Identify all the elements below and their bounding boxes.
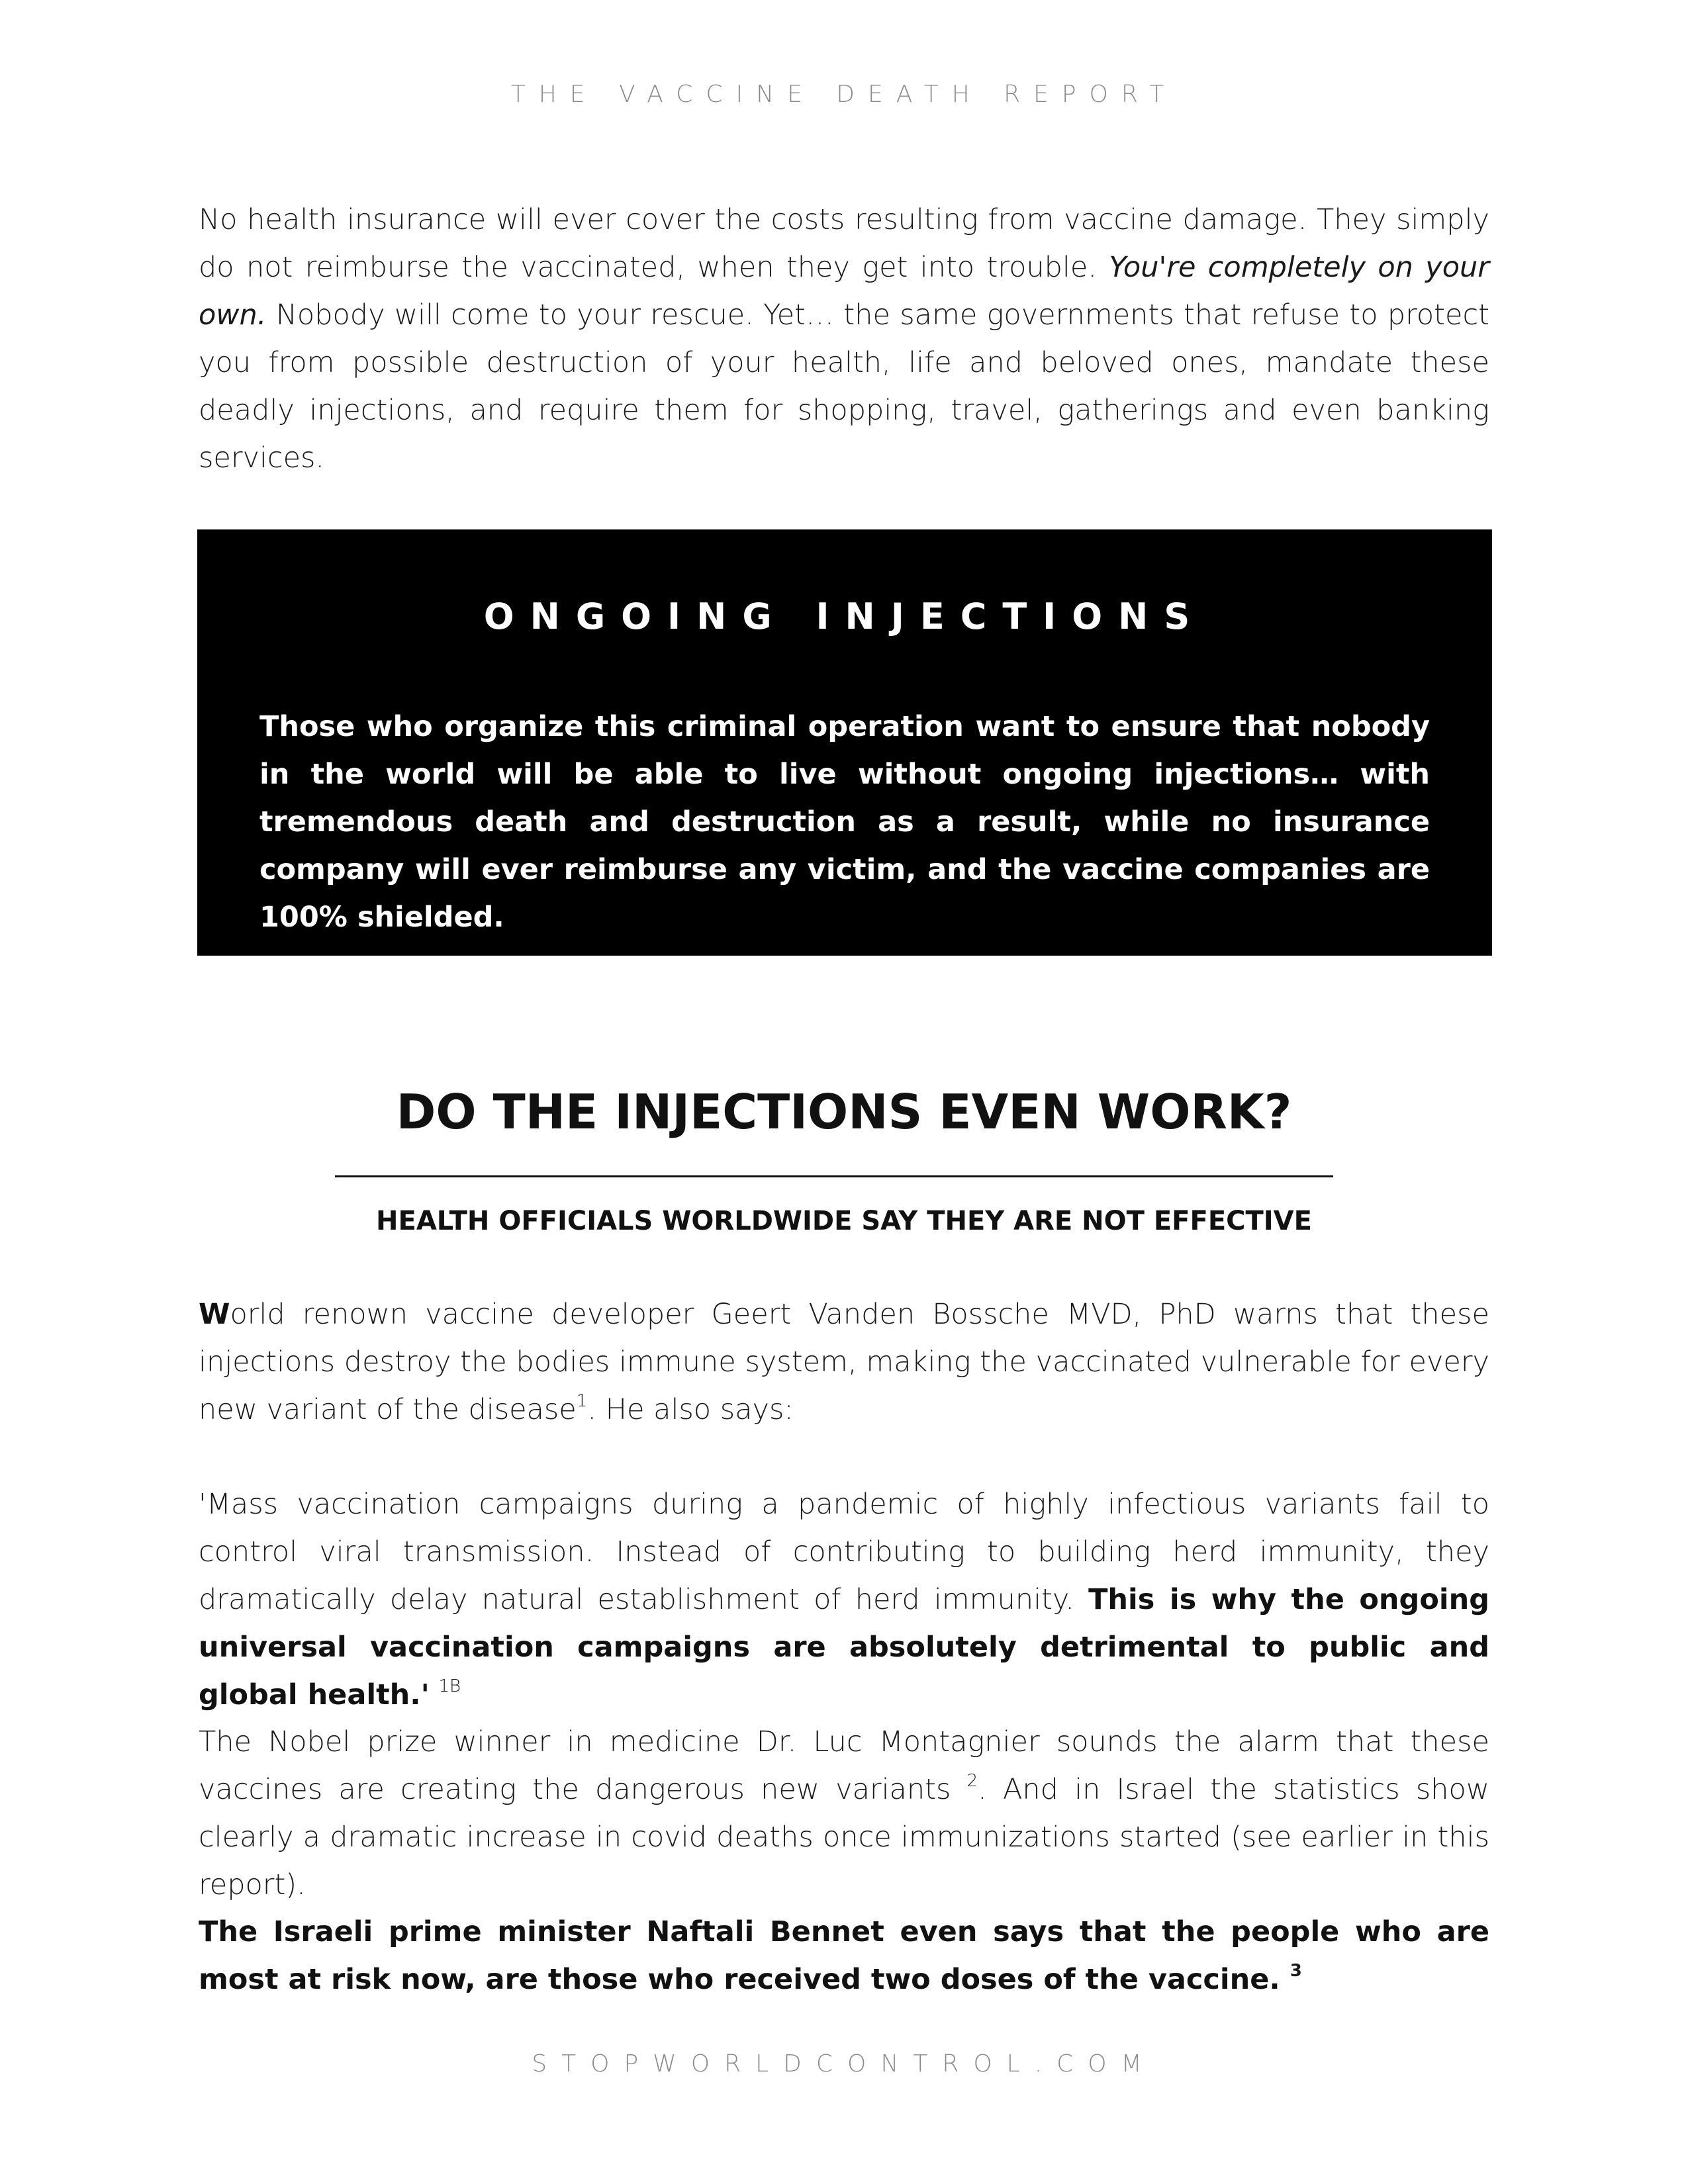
paragraph-montagnier-text-2: . And in Israel the statistics show clearly a dramatic increase in covid deaths once immunizations started (see earlier in this report). — [199, 1773, 1489, 1901]
intro-italic: You're completely on your own. — [199, 251, 1489, 332]
footer-site: STOPWORLDCONTROL.COM — [532, 2050, 1156, 2077]
running-header: THE VACCINE DEATH REPORT — [510, 81, 1178, 108]
paragraph-bossche — [199, 1291, 1489, 1433]
intro-text-2: Nobody will come to your rescue. Yet… the same governments that refuse to protect you from possible destruction of your health, life and beloved ones, mandate these deadly injections, and require them for shopping, travel, gatherings and even banking services. — [199, 298, 1489, 475]
section-divider — [335, 1175, 1333, 1177]
paragraph-bossche-text: orld renown vaccine developer Geert Vanden Bossche MVD, PhD warns that these injections destroy the bodies immune system, making the vaccinated vulnerable for every new variant of the disease — [199, 1298, 1489, 1426]
intro-text-1: No health insurance will ever cover the costs resulting from vaccine damage. They simply do not reimburse the vaccinated, when they get into trouble. — [199, 203, 1489, 284]
quote-bold: This is why the ongoing universal vaccination campaigns are absolutely detrimental to public and global health.' — [199, 1583, 1489, 1711]
paragraph-bennet-text: The Israeli prime minister Naftali Bennet even says that the people who are most at risk now, are those who received two doses of the vaccine. — [199, 1915, 1489, 1996]
paragraph-montagnier-text: The Nobel prize winner in medicine Dr. Luc Montagnier sounds the alarm that these vaccines are creating the dangerous new variants — [199, 1725, 1489, 1806]
callout-box — [197, 529, 1492, 956]
paragraph-montagnier — [199, 1718, 1489, 1909]
footnote-ref-1: 1 — [576, 1390, 588, 1411]
quote-text: 'Mass vaccination campaigns during a pandemic of highly infectious variants fail to control viral transmission. Instead of contributing to building herd immunity, they dramatically delay natural establishment of herd immunity. — [199, 1488, 1489, 1616]
section-title: DO THE INJECTIONS EVEN WORK? — [396, 1084, 1292, 1140]
dropcap: W — [199, 1298, 230, 1331]
intro-paragraph — [199, 196, 1489, 482]
paragraph-bennet — [199, 1908, 1489, 2003]
footnote-ref-3: 3 — [1289, 1960, 1302, 1981]
footnote-ref-1b: 1B — [438, 1676, 461, 1696]
callout-title: ONGOING INJECTIONS — [483, 596, 1206, 637]
callout-text: Those who organize this criminal operation want to ensure that nobody in the world will be able to live without ongoing injections… with tremendous death and destruction as a result, while no insurance company will ever reimburse any victim, and the vaccine companies are 100% shielded. — [259, 710, 1430, 934]
footnote-ref-2: 2 — [966, 1770, 978, 1791]
quote-paragraph — [199, 1480, 1489, 1719]
paragraph-bossche-text-2: . He also says: — [587, 1393, 794, 1426]
section-subtitle: HEALTH OFFICIALS WORLDWIDE SAY THEY ARE NOT EFFECTIVE — [376, 1206, 1312, 1236]
